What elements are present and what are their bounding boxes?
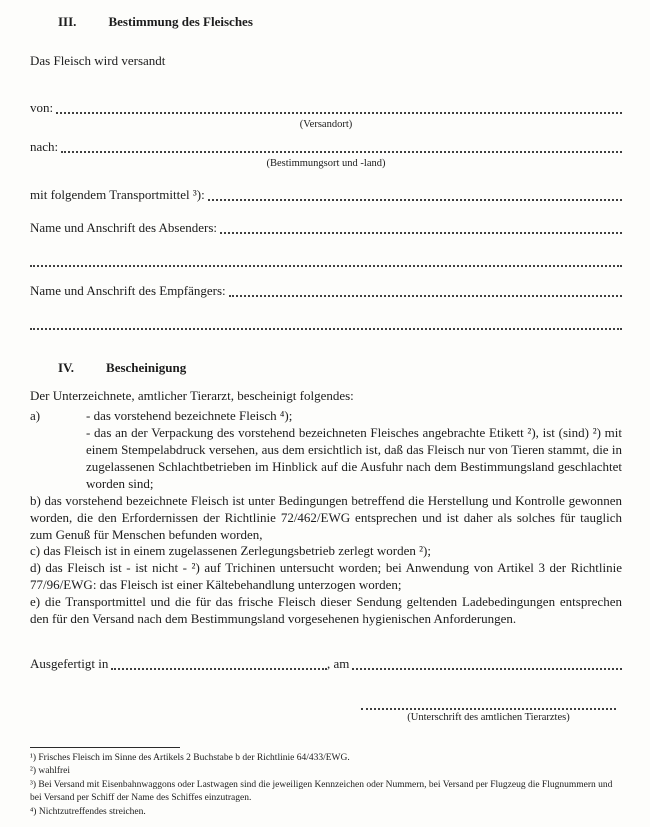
- section-iii-number: III.: [58, 14, 77, 29]
- issued-place-field: [111, 660, 327, 670]
- signature-line: [361, 697, 616, 710]
- dispatch-intro: Das Fleisch wird versandt: [30, 52, 166, 68]
- section-iv-number: IV.: [58, 359, 75, 375]
- von-label: von:: [30, 99, 54, 115]
- receiver-label: Name und Anschrift des Empfängers:: [30, 282, 226, 298]
- nach-line: [30, 139, 622, 156]
- certification-item-d: d) das Fleisch ist - ist nicht - ²) auf Trichinen untersucht worden; bei Anwendung von Artikel 3 der Richtlinie 77/96/EWG: das Fleisch ist einer Kältebehandlung unterzogen worden;: [30, 560, 622, 593]
- transport-line: [30, 187, 622, 204]
- certification-intro: Der Unterzeichnete, amtlicher Tierarzt, bescheinigt folgendes:: [30, 388, 354, 404]
- issued-label: Ausgefertigt in: [30, 655, 109, 671]
- item-a-body: [86, 408, 622, 492]
- von-line: [30, 100, 622, 117]
- certification-item-e: e) die Transportmittel und die für das frische Fleisch dieser Sendung geltenden Ladebedingungen entsprechen den für den Versand nach dem Bestimmungsland vorgesehenen hygienischen Anforderungen.: [30, 594, 622, 626]
- certification-item-b: b) das vorstehend bezeichnete Fleisch ist unter Bedingungen betreffend die Herstellung und Kontrolle gewonnen worden, die den Erfordernissen der Richtlinie 72/462/EWG entsprechen und ist daher als solches für tauglich zum Genuß für Menschen befunden worden,: [30, 492, 622, 542]
- nach-caption: (Bestimmungsort und -land): [266, 158, 386, 170]
- issued-line: [30, 656, 622, 673]
- signature-caption: (Unterschrift des amtlichen Tierarztes): [407, 711, 570, 723]
- section-iii-title: Bestimmung des Fleisches: [108, 14, 253, 29]
- section-iii-heading: [30, 14, 622, 31]
- footnote-2: ²) wahlfrei: [30, 766, 71, 777]
- von-field: [56, 104, 622, 114]
- footnote-4: ⁴) Nichtzutreffendes streichen.: [30, 806, 146, 817]
- sender-field-line2: [30, 252, 622, 267]
- receiver-field: [229, 287, 622, 297]
- footnote-rule: [30, 747, 180, 748]
- item-a-line2: - das an der Verpackung des vorstehend bezeichneten Fleisches angebrachte Etikett ²), ist (sind) ²) mit einem Stempelabdruck versehen, aus dem ersichtlich ist, daß das Fleisch nur von Tieren stammt, die in zugelassenen Schlachtbetrieben im Hinblick auf die Ausfuhr nach dem Bestimmungsland geschlachtet worden sind;: [86, 425, 622, 491]
- certification-item-a: [30, 408, 622, 492]
- issued-am-label: , am: [327, 655, 350, 671]
- section-iv-heading: [30, 360, 622, 377]
- nach-label: nach:: [30, 139, 59, 155]
- signature-block: [361, 697, 616, 725]
- footnote-1: ¹) Frisches Fleisch im Sinne des Artikels 2 Buchstabe b der Richtlinie 64/433/EWG.: [30, 752, 350, 763]
- certification-item-c: c) das Fleisch ist in einem zugelassenen Zerlegungsbetrieb zerlegt worden ²);: [30, 543, 431, 559]
- receiver-line: [30, 283, 622, 300]
- von-caption: (Versandort): [299, 118, 353, 130]
- footnote-3: ³) Bei Versand mit Eisenbahnwaggons oder Lastwagen sind die jeweiligen Kennzeichen oder Nummern, bei Versand per Flugzeug die Flugnummern und bei Versand per Schiff der Name des Schiffes einzutragen.: [30, 779, 613, 804]
- section-iv: [30, 356, 622, 628]
- sender-line: [30, 220, 622, 237]
- receiver-field-line2: [30, 315, 622, 330]
- item-a-line1: - das vorstehend bezeichnete Fleisch ⁴);: [86, 408, 293, 424]
- issued-date-field: [352, 660, 622, 670]
- transport-label: mit folgendem Transportmittel ³):: [30, 186, 205, 202]
- sender-field: [220, 224, 622, 234]
- footnotes: [30, 747, 622, 819]
- transport-field: [208, 191, 622, 201]
- sender-label: Name und Anschrift des Absenders:: [30, 219, 218, 235]
- nach-field: [61, 143, 622, 153]
- section-iv-title: Bescheinigung: [106, 359, 187, 375]
- item-a-label: a): [30, 408, 41, 424]
